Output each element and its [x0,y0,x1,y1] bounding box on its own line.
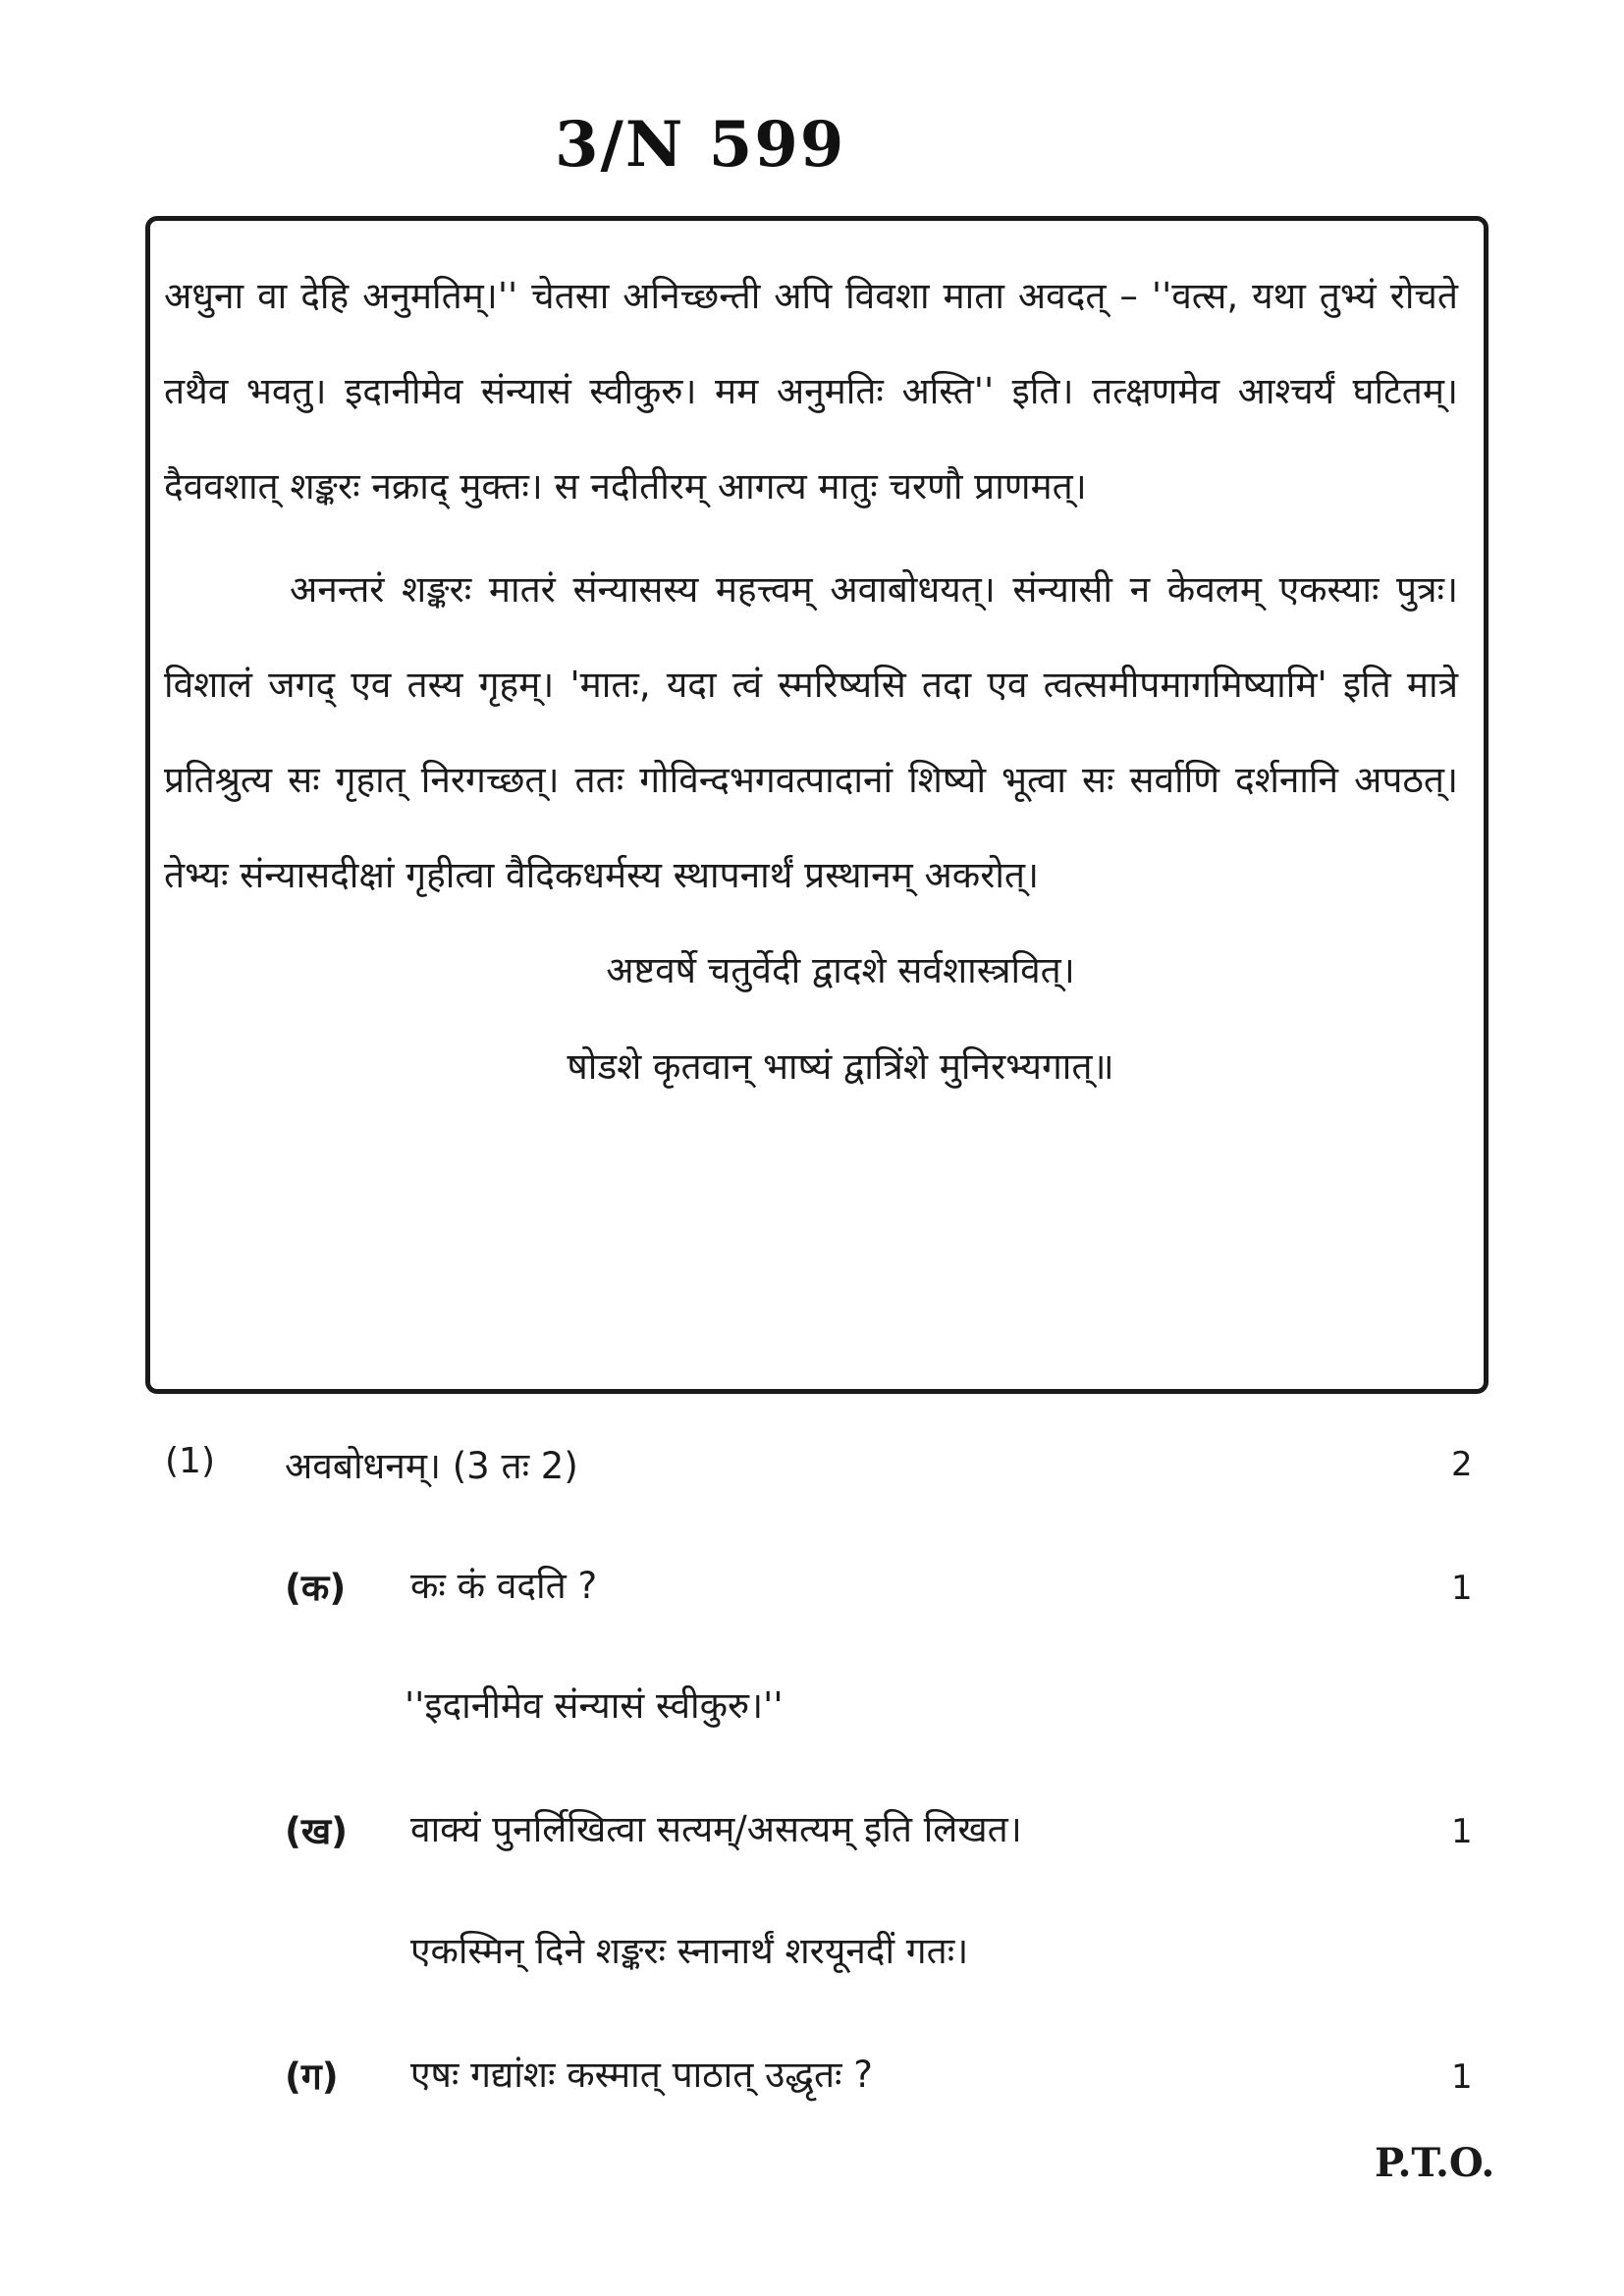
page-code: 3/N 599 [555,108,846,182]
sub-question-marks-kha: 1 [1451,1812,1473,1851]
sub-question-marks-ga: 1 [1451,2057,1473,2097]
sub-question-text-kha: वाक्यं पुनर्लिखित्वा सत्यम्/असत्यम् इति लिखत। [410,1808,1022,1850]
shloka-line-2: षोडशे कृतवान् भाष्यं द्वात्रिंशे मुनिरभ्यगात्॥ [567,1045,1114,1088]
sub-question-marks-ka: 1 [1451,1569,1473,1608]
sub-question-text-ga: एषः गद्यांशः कस्मात् पाठात् उद्धृतः ? [410,2054,873,2096]
question-marks: 2 [1451,1445,1473,1484]
sub-question-detail-ka: ''इदानीमेव संन्यासं स्वीकुरु।'' [405,1684,784,1727]
sub-question-label-ka: (क) [285,1567,347,1609]
question-title: अवबोधनम्। (3 तः 2) [285,1445,578,1487]
passage-box [145,216,1489,1394]
question-number: (1) [165,1441,215,1481]
sub-question-label-kha: (ख) [285,1810,349,1852]
passage-paragraph-2: अनन्तरं शङ्करः मातरं संन्यासस्य महत्त्वम् अवाबोधयत्। संन्यासी न केवलम् एकस्याः पुत्रः। विशालं जगद् एव तस्य गृहम्। 'मातः, यदा त्वं स्मरिष्यसि तदा एव त्वत्समीपमागमिष्यामि' इति मात्रे प्रतिश्रुत्य सः गृहात् निरगच्छत्। ततः गोविन्दभगवत्पादानां शिष्यो भूत्वा सः सर्वाणि दर्शनानि अपठत्। तेभ्यः संन्यासदीक्षां गृहीत्वा वैदिकधर्मस्य स्थापनार्थं प्रस्थानम् अकरोत्। [164,568,1458,896]
page-turn-over: P.T.O. [1375,2140,1495,2186]
shloka-line-1: अष्टवर्षे चतुर्वेदी द्वादशे सर्वशास्त्रवित्। [606,949,1075,991]
sub-question-label-ga: (ग) [285,2056,339,2098]
passage-paragraph-1: अधुना वा देहि अनुमतिम्।'' चेतसा अनिच्छन्ती अपि विवशा माता अवदत् – ''वत्स, यथा तुभ्यं रोचते तथैव भवतु। इदानीमेव संन्यासं स्वीकुरु। मम अनुमतिः अस्ति'' इति। तत्क्षणमेव आश्चर्यं घटितम्। दैववशात् शङ्करः नक्राद् मुक्तः। स नदीतीरम् आगत्य मातुः चरणौ प्राणमत्। [164,275,1458,507]
sub-question-detail-kha: एकस्मिन् दिने शङ्करः स्नानार्थं शरयूनदीं गतः। [410,1930,969,1972]
sub-question-text-ka: कः कं वदति ? [410,1565,598,1607]
